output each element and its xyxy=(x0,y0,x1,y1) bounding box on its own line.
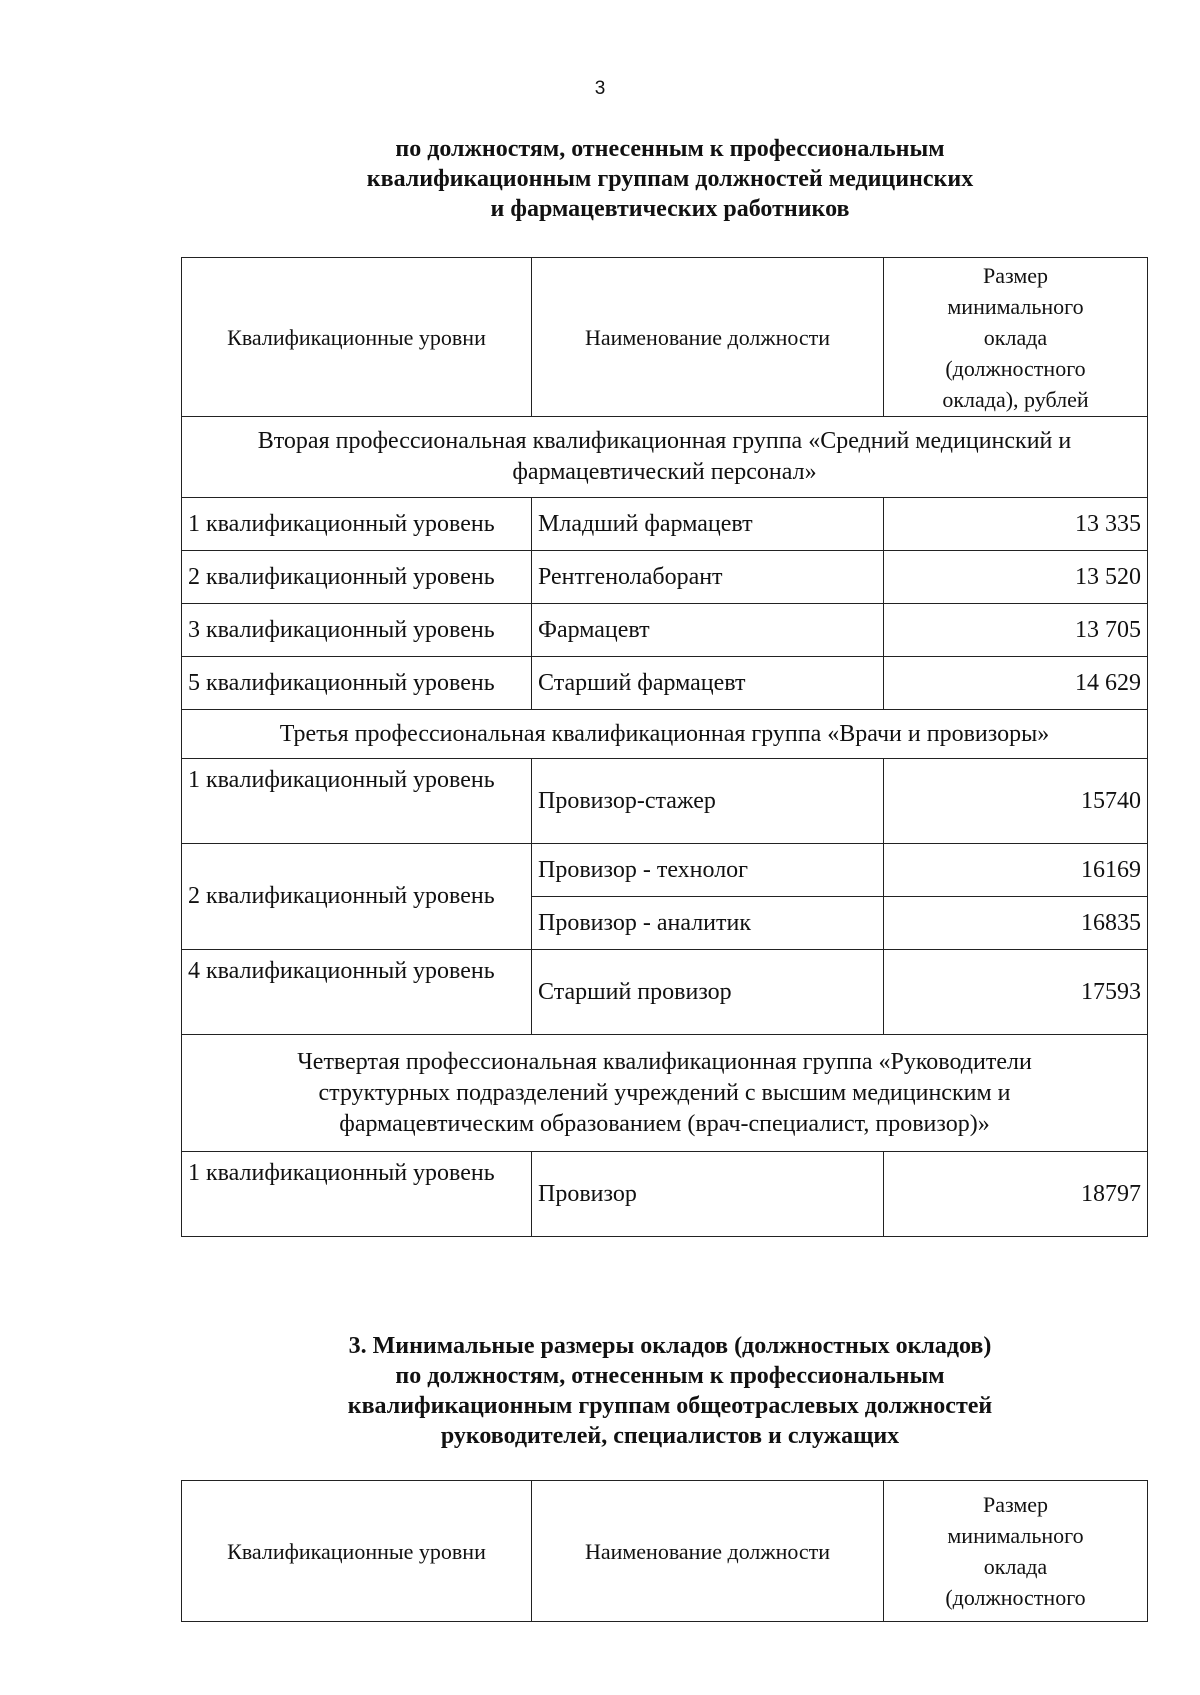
heading-line: 3. Минимальные размеры окладов (должностных окладов) xyxy=(348,1333,992,1359)
page-number: 3 xyxy=(594,78,606,99)
header-salary xyxy=(884,1481,1148,1622)
heading-line: по должностям, отнесенным к профессиональным xyxy=(395,1363,945,1389)
table-row xyxy=(182,604,1148,657)
cell-salary: 13 705 xyxy=(884,604,1148,657)
header-position: Наименование должности xyxy=(532,258,884,417)
header-position: Наименование должности xyxy=(532,1481,884,1622)
salary-table-medical xyxy=(181,257,1148,1237)
cell-level: 3 квалификационный уровень xyxy=(182,604,532,657)
cell-position: Старший провизор xyxy=(532,950,884,1035)
cell-position: Фармацевт xyxy=(532,604,884,657)
cell-level: 4 квалификационный уровень xyxy=(182,950,532,1035)
cell-position: Рентгенолаборант xyxy=(532,551,884,604)
cell-salary: 14 629 xyxy=(884,657,1148,710)
group-row xyxy=(182,417,1148,498)
header-salary-line: (должностного xyxy=(945,355,1086,381)
table-row xyxy=(182,551,1148,604)
cell-level: 1 квалификационный уровень xyxy=(182,498,532,551)
header-salary-line: минимального xyxy=(947,1523,1084,1548)
table-row xyxy=(182,1152,1148,1237)
header-salary-line: (должностного xyxy=(945,1585,1086,1610)
cell-position: Провизор - технолог xyxy=(532,844,884,897)
section3-heading xyxy=(0,1331,1200,1451)
table-row xyxy=(182,844,1148,897)
cell-salary: 13 520 xyxy=(884,551,1148,604)
header-salary-line: Размер xyxy=(982,1492,1049,1517)
salary-table-general xyxy=(181,1480,1148,1622)
table-row xyxy=(182,759,1148,844)
heading-line: руководителей, специалистов и служащих xyxy=(440,1423,900,1449)
group-row xyxy=(182,710,1148,759)
header-salary-line: минимального xyxy=(947,293,1084,319)
cell-position: Провизор xyxy=(532,1152,884,1237)
cell-position: Младший фармацевт xyxy=(532,498,884,551)
header-salary-line: оклада), рублей xyxy=(942,386,1089,412)
cell-salary: 15740 xyxy=(884,759,1148,844)
cell-position: Провизор-стажер xyxy=(532,759,884,844)
cell-level: 2 квалификационный уровень xyxy=(182,551,532,604)
heading-line: по должностям, отнесенным к профессиональным xyxy=(395,136,945,162)
header-salary-line: Размер xyxy=(982,262,1049,288)
section2-heading xyxy=(0,134,1200,224)
header-levels: Квалификационные уровни xyxy=(182,258,532,417)
cell-level: 5 квалификационный уровень xyxy=(182,657,532,710)
table-row xyxy=(182,657,1148,710)
table-header-row xyxy=(182,1481,1148,1622)
table-header-row xyxy=(182,258,1148,417)
cell-level: 2 квалификационный уровень xyxy=(182,844,532,950)
cell-salary: 13 335 xyxy=(884,498,1148,551)
group-title-line: фармацевтический персонал» xyxy=(512,459,817,485)
header-salary xyxy=(884,258,1148,417)
heading-line: квалификационным группам общеотраслевых должностей xyxy=(347,1393,993,1419)
group-title-line: Вторая профессиональная квалификационная группа «Средний медицинский и xyxy=(257,428,1072,454)
cell-position: Провизор - аналитик xyxy=(532,897,884,950)
table-row xyxy=(182,498,1148,551)
group-title: Третья профессиональная квалификационная группа «Врачи и провизоры» xyxy=(182,710,1148,759)
cell-level: 1 квалификационный уровень xyxy=(182,759,532,844)
group-title-line: Четвертая профессиональная квалификационная группа «Руководители xyxy=(297,1048,1032,1075)
cell-salary: 16835 xyxy=(884,897,1148,950)
cell-salary: 16169 xyxy=(884,844,1148,897)
heading-line: квалификационным группам должностей медицинских xyxy=(366,166,974,192)
header-levels: Квалификационные уровни xyxy=(182,1481,532,1622)
heading-line: и фармацевтических работников xyxy=(490,196,850,222)
cell-position: Старший фармацевт xyxy=(532,657,884,710)
cell-salary: 18797 xyxy=(884,1152,1148,1237)
group-title-line: структурных подразделений учреждений с высшим медицинским и xyxy=(318,1079,1011,1106)
group-title xyxy=(182,417,1148,498)
header-salary-line: оклада xyxy=(983,1554,1048,1579)
table-row xyxy=(182,950,1148,1035)
group-title xyxy=(182,1035,1148,1152)
cell-salary: 17593 xyxy=(884,950,1148,1035)
header-salary-line: оклада xyxy=(983,324,1048,350)
group-title-line: фармацевтическим образованием (врач-специалист, провизор)» xyxy=(339,1110,990,1137)
cell-level: 1 квалификационный уровень xyxy=(182,1152,532,1237)
group-row xyxy=(182,1035,1148,1152)
